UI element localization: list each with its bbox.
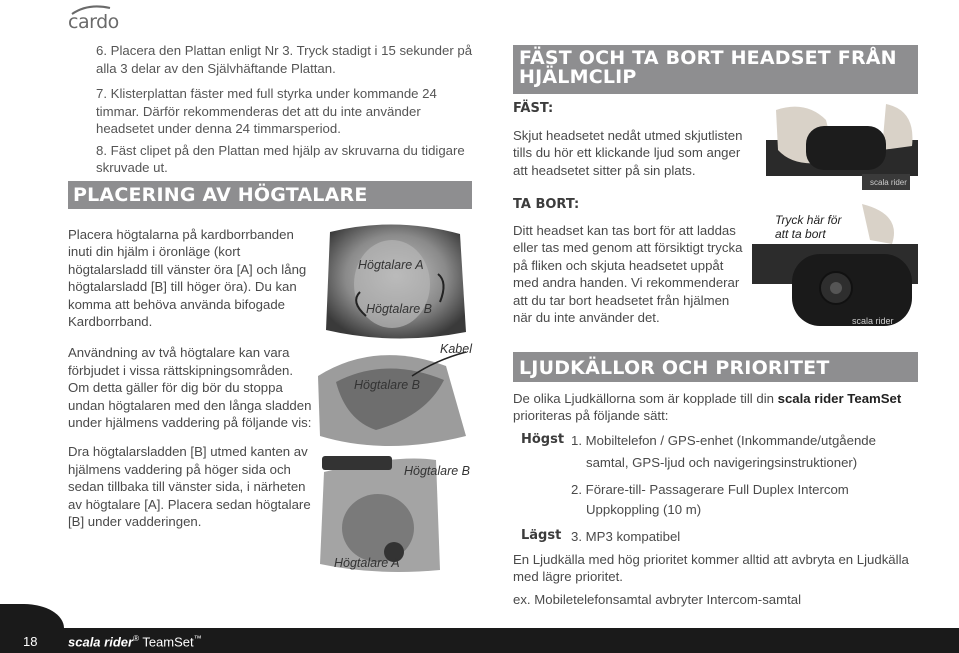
label-speaker-b-bottom: Högtalare B [404, 464, 471, 478]
sources-priority-heading [513, 352, 918, 382]
device-text-bottom: scala rider [852, 316, 894, 326]
speaker-para-3: Dra högtalarsladden [B] utmed kanten av hjälmens vaddering på höger sida och sedan tillbaka till vänster sida, i närheten av högtalare [A]. Placera sedan högtalare [B] under vadderingen. [68, 444, 311, 530]
priority-item-1-line-2: samtal, GPS-ljud och navigeringsinstruktioner) [586, 455, 858, 470]
footer-tm-mark: ™ [193, 634, 202, 643]
priority-item-2-line-1: 2. Förare-till- Passagerare Full Duplex Intercom [571, 482, 849, 497]
label-speaker-b-middle: Högtalare B [354, 378, 421, 392]
helmet-photo-top [320, 222, 470, 342]
install-steps [96, 42, 476, 177]
priority-example: ex. Mobiletelefonsamtal avbryter Intercom-samtal [513, 592, 802, 607]
device-text-top: scala rider [870, 178, 907, 187]
helmet-interior-image [320, 222, 470, 342]
sources-intro [513, 390, 918, 425]
step-7: 7. Klisterplattan fäster med full styrka under kommande 24 timmar. Därför rekommenderas det att du inte använder headsetet under denna 24 timmarsperiod. [96, 86, 437, 136]
priority-item-2-line-2: Uppkoppling (10 m) [586, 502, 702, 517]
label-cable: Kabel [440, 342, 472, 356]
sources-heading-text: LJUDKÄLLOR OCH PRIORITET [519, 357, 830, 379]
speaker-para-2: Användning av två högtalare kan vara förbjudet i vissa rättskipningsområden. Om detta gäller för dig bör du stoppa undan högtalaren med den långa sladden under hjälmens vaddering på följande vis: [68, 345, 312, 431]
priority-lowest-label: Lägst [521, 528, 562, 543]
priority-note: En Ljudkälla med hög prioritet kommer alltid att avbryta en Ljudkälla med lägre prioritet. [513, 552, 909, 585]
helmet-padding-image [316, 346, 480, 448]
attach-text: Skjut headsetet nedåt utmed skjutlisten tills du hör ett klickande ljud som anger att headsetet sitter på sin plats. [513, 128, 743, 178]
press-label-line-2: att ta bort [775, 227, 826, 241]
press-label-line-1: Tryck här för [775, 213, 842, 227]
sources-intro-part-1: De olika Ljudkällorna som är kopplade till din [513, 391, 778, 406]
attach-heading-text: FÄST OCH TA BORT HEADSET FRÅN HJÄLMCLIP [519, 47, 897, 88]
sources-intro-part-2: prioriteras på följande sätt: [513, 408, 669, 424]
footer-reg-mark: ® [133, 634, 139, 643]
label-speaker-b-top: Högtalare B [366, 302, 433, 316]
speaker-heading-text: PLACERING AV HÖGTALARE [73, 184, 368, 206]
footer-product: scala rider [68, 634, 134, 650]
priority-item-1-line-1: 1. Mobiltelefon / GPS-enhet (Inkommande/utgående [571, 433, 876, 448]
page-number: 18 [23, 634, 38, 649]
helmet-photo-bottom [316, 452, 486, 576]
label-speaker-a-bottom: Högtalare A [334, 556, 400, 570]
sources-intro-product: scala rider TeamSet [777, 391, 902, 406]
priority-item-3: 3. MP3 kompatibel [571, 529, 681, 544]
step-8: 8. Fäst clipet på den Plattan med hjälp av skruvarna du tidigare skruvade ut. [96, 142, 465, 175]
headset-remove-photo [752, 204, 918, 344]
step-6: 6. Placera den Plattan enligt Nr 3. Tryck stadigt i 15 sekunder på alla 3 delar av den Självhäftande Plattan. [96, 43, 473, 76]
speaker-text [68, 226, 313, 531]
cardo-logo [66, 5, 119, 33]
speaker-para-1: Placera högtalarna på kardborrbanden inuti din hjälm i öronläge (kort högtalarsladd till vänster öra [A] och lång högtalarsladd [B] till höger öra). Du kan komma att behöva använda bifogade Kardborrband. [68, 227, 307, 330]
speaker-placement-heading [68, 181, 472, 209]
helmet-photo-middle [316, 342, 480, 448]
remove-text: Ditt headset kan tas bort för att laddas eller tas med genom att försiktigt trycka på fliken och skjuta headsetet uppåt med andra handen. Vi rekommenderar att du tar bort headsetet från hjälmen när du inte använder det. [513, 223, 743, 326]
footer-product-2: TeamSet [138, 634, 194, 650]
press-to-remove-label [772, 212, 844, 242]
label-speaker-a-top: Högtalare A [358, 258, 424, 272]
footer-product-name [68, 634, 202, 649]
attach-remove-heading [513, 45, 918, 94]
remove-title: TA BORT: [513, 197, 580, 212]
priority-highest-label: Högst [521, 432, 565, 447]
logo-text: cardo [68, 11, 119, 33]
attach-title: FÄST: [513, 101, 554, 116]
headset-attach-photo [766, 100, 918, 196]
